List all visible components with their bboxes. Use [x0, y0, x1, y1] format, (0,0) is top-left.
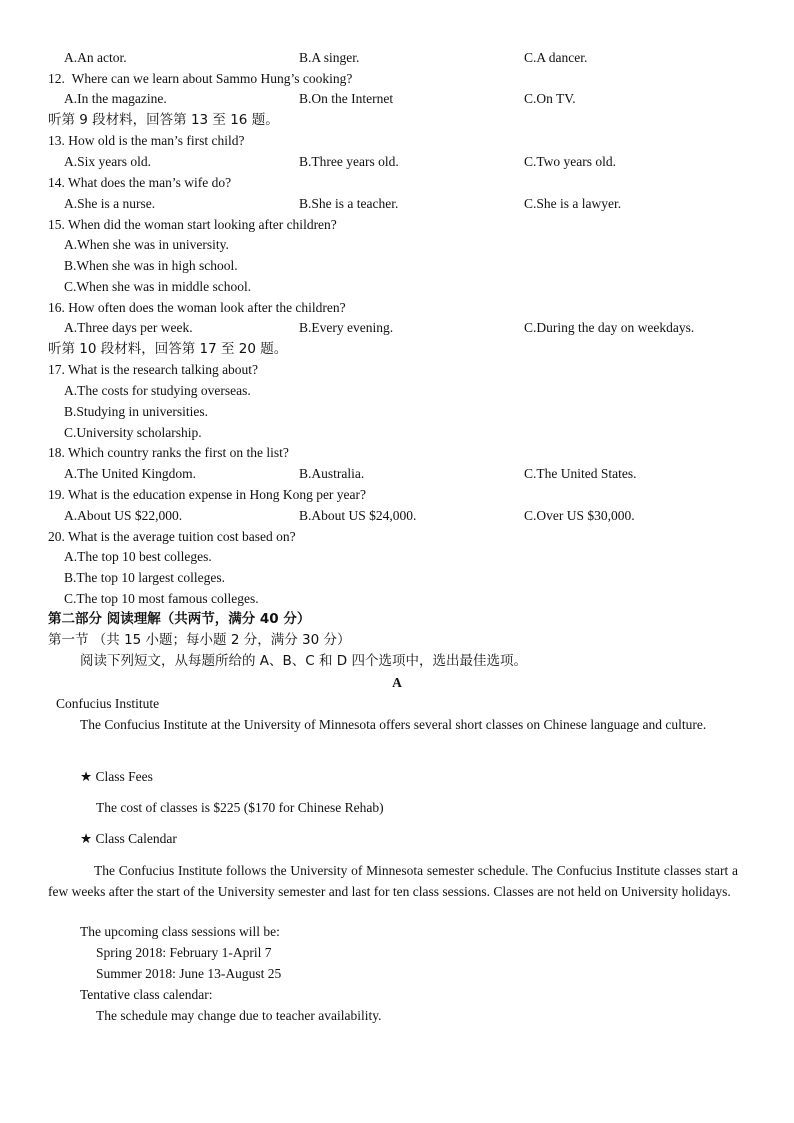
part-2-title: 第二部分 阅读理解（共两节，满分 40 分） — [48, 611, 311, 627]
q11-option-b: B.A singer. — [299, 50, 360, 65]
q20-option-a: A.The top 10 best colleges. — [64, 549, 212, 564]
q17-question: 17. What is the research talking about? — [48, 362, 259, 377]
q18-question: 18. Which country ranks the first on the list? — [48, 445, 289, 460]
class-fees-text: The cost of classes is $225 ($170 for Chinese Rehab) — [96, 800, 384, 815]
q19-option-a: A.About US $22,000. — [64, 508, 183, 523]
q11-option-a: A.An actor. — [64, 50, 127, 65]
q13-option-c: C.Two years old. — [524, 154, 617, 169]
upcoming-sessions-label: The upcoming class sessions will be: — [80, 924, 280, 939]
passage-letter: A — [392, 675, 402, 690]
q20-option-c: C.The top 10 most famous colleges. — [64, 591, 259, 606]
class-calendar-heading: ★ Class Calendar — [80, 831, 177, 846]
q16-question: 16. How often does the woman look after the children? — [48, 300, 346, 315]
passage-title: Confucius Institute — [56, 696, 160, 711]
q19-question: 19. What is the education expense in Hong Kong per year? — [48, 487, 367, 502]
q16-option-a: A.Three days per week. — [64, 320, 193, 335]
q15-option-a: A.When she was in university. — [64, 237, 229, 252]
q20-option-b: B.The top 10 largest colleges. — [64, 570, 225, 585]
q13-question: 13. How old is the man’s first child? — [48, 133, 245, 148]
q16-option-b: B.Every evening. — [299, 320, 394, 335]
reading-instruction: 阅读下列短文，从每题所给的 A、B、C 和 D 四个选项中，选出最佳选项。 — [80, 653, 527, 669]
section-10-instruction: 听第 10 段材料，回答第 17 至 20 题。 — [48, 341, 288, 357]
q14-option-b: B.She is a teacher. — [299, 196, 399, 211]
section-9-instruction: 听第 9 段材料，回答第 13 至 16 题。 — [48, 112, 279, 128]
q14-option-c: C.She is a lawyer. — [524, 196, 622, 211]
q13-option-b: B.Three years old. — [299, 154, 399, 169]
q20-question: 20. What is the average tuition cost based on? — [48, 529, 296, 544]
q12-option-b: B.On the Internet — [299, 91, 394, 106]
class-calendar-text: The Confucius Institute follows the University of Minnesota semester schedule. The Confucius Institute classes start a few weeks after the start of the University semester and last for ten class sessions. Classes are not held on University holidays. — [48, 863, 738, 899]
q18-option-c: C.The United States. — [524, 466, 637, 481]
q16-option-c: C.During the day on weekdays. — [524, 320, 695, 335]
q14-option-a: A.She is a nurse. — [64, 196, 156, 211]
spring-session: Spring 2018: February 1-April 7 — [96, 945, 272, 960]
q12-question: 12. Where can we learn about Sammo Hung’s cooking? — [48, 71, 353, 86]
q17-option-b: B.Studying in universities. — [64, 404, 209, 419]
tentative-calendar-label: Tentative class calendar: — [80, 987, 213, 1002]
q15-option-c: C.When she was in middle school. — [64, 279, 252, 294]
q18-option-b: B.Australia. — [299, 466, 365, 481]
q12-option-c: C.On TV. — [524, 91, 576, 106]
q15-option-b: B.When she was in high school. — [64, 258, 238, 273]
passage-intro: The Confucius Institute at the University of Minnesota offers several short classes on Chinese language and culture. — [80, 717, 707, 732]
q19-option-c: C.Over US $30,000. — [524, 508, 635, 523]
class-fees-heading: ★ Class Fees — [80, 769, 153, 784]
q17-option-a: A.The costs for studying overseas. — [64, 383, 251, 398]
q14-question: 14. What does the man’s wife do? — [48, 175, 232, 190]
q17-option-c: C.University scholarship. — [64, 425, 202, 440]
q12-option-a: A.In the magazine. — [64, 91, 167, 106]
schedule-note: The schedule may change due to teacher availability. — [96, 1008, 382, 1023]
q18-option-a: A.The United Kingdom. — [64, 466, 196, 481]
q19-option-b: B.About US $24,000. — [299, 508, 417, 523]
section-1-title: 第一节 （共 15 小题；每小题 2 分，满分 30 分） — [48, 632, 351, 648]
q15-question: 15. When did the woman start looking after children? — [48, 217, 337, 232]
summer-session: Summer 2018: June 13-August 25 — [96, 966, 282, 981]
q11-option-c: C.A dancer. — [524, 50, 588, 65]
q13-option-a: A.Six years old. — [64, 154, 151, 169]
